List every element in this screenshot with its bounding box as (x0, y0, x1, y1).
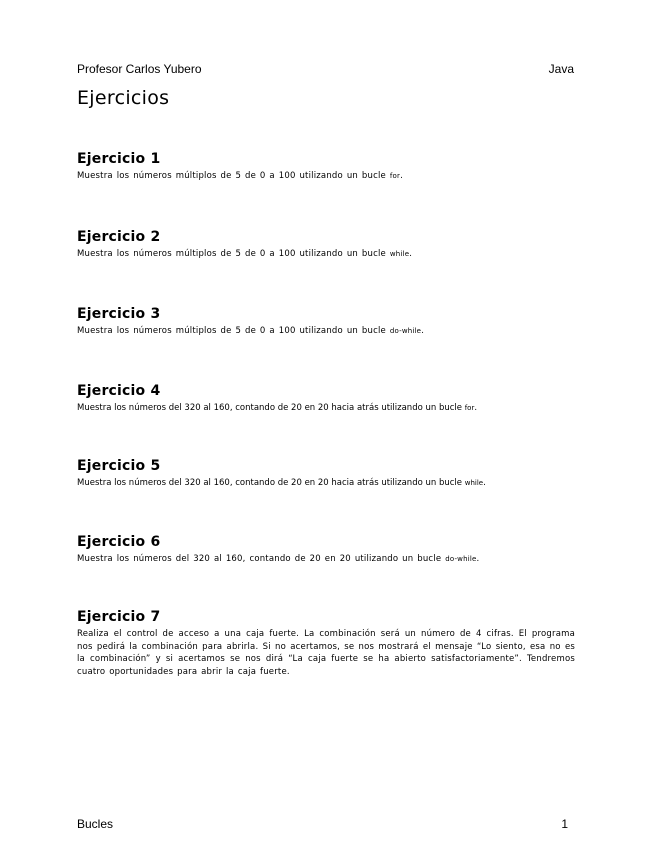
exercise-description: Muestra los números del 320 al 160, contando de 20 en 20 hacia atrás utilizando un bucle for. (77, 403, 478, 413)
exercise-description: Muestra los números múltiplos de 5 de 0 a 100 utilizando un bucle do-while. (77, 326, 425, 336)
exercise-description: Muestra los números del 320 al 160, contando de 20 en 20 hacia atrás utilizando un bucle while. (77, 478, 486, 488)
exercise-5 (77, 458, 575, 490)
exercise-heading: Ejercicio 2 (77, 229, 161, 245)
exercise-4 (77, 383, 575, 415)
exercise-heading: Ejercicio 1 (77, 151, 161, 167)
exercise-6 (77, 534, 575, 566)
exercise-heading: Ejercicio 3 (77, 306, 161, 322)
footer-section: Bucles (77, 817, 114, 831)
loop-keyword: while (389, 250, 410, 258)
loop-keyword: do-while (445, 555, 477, 563)
exercise-2 (77, 229, 575, 261)
exercise-description: Realiza el control de acceso a una caja fuerte. La combinación será un número de 4 cifras. El programa nos pedirá la combinación para abrirla. Si no acertamos, se nos mostrará el mensaje “Lo siento, esa no es la combinación” y si acertamos se nos dirá “La caja fuerte se ha abierto satisfactoriamente”. Tendremos cuatro oportunidades para abrir la caja fuerte. (77, 629, 575, 677)
loop-keyword: while (464, 479, 484, 487)
exercise-description: Muestra los números múltiplos de 5 de 0 a 100 utilizando un bucle while. (77, 249, 413, 259)
exercise-3 (77, 306, 575, 338)
exercise-heading: Ejercicio 5 (77, 458, 161, 474)
loop-keyword: for (464, 404, 475, 412)
exercise-7 (77, 609, 575, 678)
exercise-description: Muestra los números del 320 al 160, contando de 20 en 20 utilizando un bucle do-while. (77, 554, 480, 564)
loop-keyword: for (389, 172, 401, 180)
loop-keyword: do-while (389, 327, 422, 335)
exercise-1 (77, 151, 575, 183)
exercise-description: Muestra los números múltiplos de 5 de 0 a 100 utilizando un bucle for. (77, 171, 403, 181)
exercise-heading: Ejercicio 7 (77, 609, 161, 625)
page-title: Ejercicios (77, 87, 170, 109)
exercise-heading: Ejercicio 4 (77, 383, 161, 399)
header-subject: Java (548, 62, 574, 76)
exercise-heading: Ejercicio 6 (77, 534, 161, 550)
page-number: 1 (561, 817, 568, 831)
header-author: Profesor Carlos Yubero (77, 62, 202, 76)
